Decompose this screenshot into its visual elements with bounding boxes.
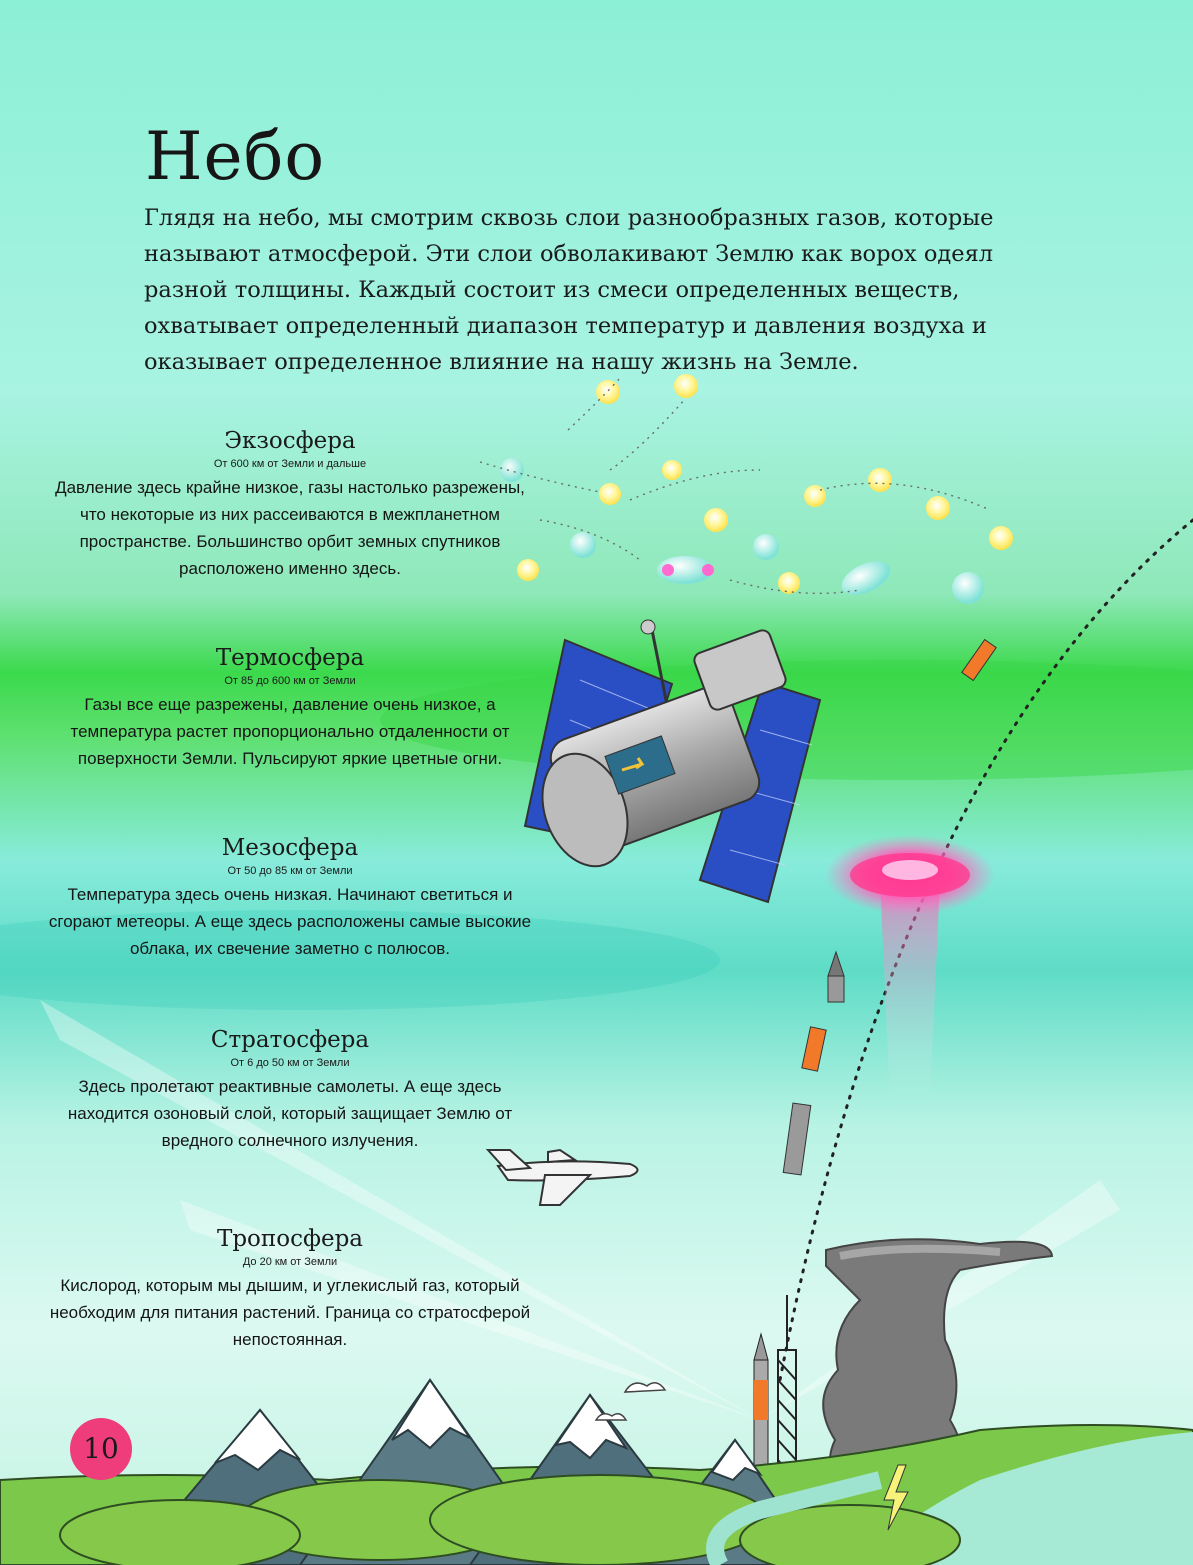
- layer-stratosphere: [40, 1025, 540, 1154]
- layer-troposphere: [40, 1224, 540, 1353]
- layer-title: Стратосфера: [210, 1027, 370, 1053]
- page-number-badge: 10: [70, 1418, 132, 1480]
- layer-range: До 20 км от Земли: [242, 1256, 338, 1268]
- layer-title: Тропосфера: [216, 1226, 364, 1252]
- layer-title: Термосфера: [215, 645, 365, 671]
- layer-description: Температура здесь очень низкая. Начинают светиться и сгорают метеоры. А еще здесь расположены самые высокие облака, их свечение заметно с полюсов.: [48, 885, 532, 958]
- layer-range: От 6 до 50 км от Земли: [230, 1057, 350, 1069]
- layer-description: Давление здесь крайне низкое, газы настолько разрежены, что некоторые из них рассеиваются в межпланетном пространстве. Большинство орбит земных спутников расположено именно здесь.: [55, 478, 525, 578]
- layer-title: Экзосфера: [224, 428, 356, 454]
- layer-description: Газы все еще разрежены, давление очень низкое, а температура растет пропорционально отдаленности от поверхности Земли. Пульсируют яркие цветные огни.: [70, 695, 510, 768]
- layer-range: От 50 до 85 км от Земли: [227, 865, 353, 877]
- layer-title: Мезосфера: [221, 835, 359, 861]
- layer-mesosphere: [40, 833, 540, 962]
- intro-paragraph: Глядя на небо, мы смотрим сквозь слои разнообразных газов, которые называют атмосферой. Эти слои обволакивают Землю как ворох одеял разной толщины. Каждый состоит из смеси определенных веществ, охватывает определенный диапазон температур и давления воздуха и оказывает определенное влияние на нашу жизнь на Земле.: [144, 205, 994, 375]
- layer-thermosphere: [40, 643, 540, 772]
- layer-exosphere: [40, 426, 540, 582]
- layer-range: От 85 до 600 км от Земли: [224, 675, 356, 687]
- layer-range: От 600 км от Земли и дальше: [213, 458, 367, 470]
- layer-description: Здесь пролетают реактивные самолеты. А еще здесь находится озоновый слой, который защищает Землю от вредного солнечного излучения.: [67, 1077, 513, 1150]
- layer-description: Кислород, которым мы дышим, и углекислый газ, который необходим для питания растений. Граница со стратосферой непостоянная.: [49, 1276, 531, 1349]
- page-title: Небо: [145, 118, 326, 195]
